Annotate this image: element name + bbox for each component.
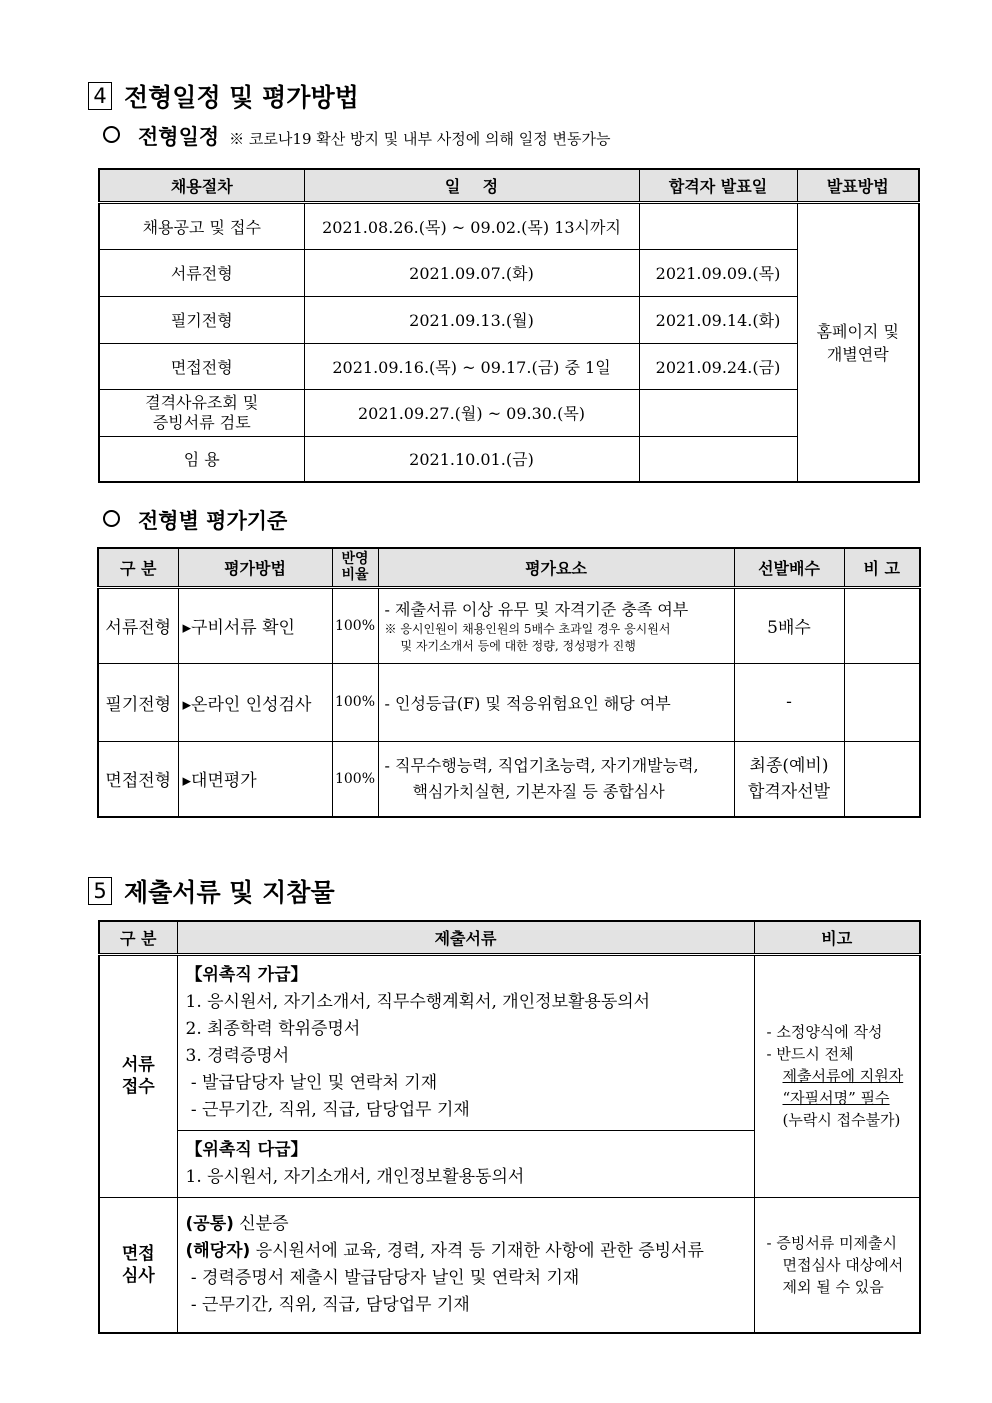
subsection-criteria-title xyxy=(103,505,287,535)
multiple-line: 최종(예비) xyxy=(749,755,829,776)
criteria-method: ▸구비서류 확인 xyxy=(178,587,332,663)
section-number: 5 xyxy=(88,877,112,905)
remark-line: - 소정양식에 작성 xyxy=(766,1023,883,1041)
criteria-multiple: 5배수 xyxy=(734,587,844,663)
header-method: 평가방법 xyxy=(178,548,332,587)
schedule-step: 면접전형 xyxy=(99,343,304,389)
group-title: 【위촉직 가급】 xyxy=(185,964,308,985)
doc-item: - 발급담당자 날인 및 연락처 기재 xyxy=(185,1072,438,1093)
common-text: 신분증 xyxy=(233,1213,289,1234)
element-note: ※ 응시인원이 채용인원의 5배수 초과일 경우 응시원서 xyxy=(384,622,671,636)
criteria-gubun: 필기전형 xyxy=(98,663,178,741)
schedule-date: 2021.08.26.(목) ~ 09.02.(목) 13시까지 xyxy=(304,202,639,249)
method-line: 홈페이지 및 xyxy=(816,322,899,342)
criteria-gubun: 면접전형 xyxy=(98,741,178,817)
group-title: 【위촉직 다급】 xyxy=(185,1139,308,1160)
doc-item: 1. 응시원서, 자기소개서, 직무수행계획서, 개인정보활용동의서 xyxy=(185,991,651,1012)
circle-bullet-icon xyxy=(103,510,120,527)
common-label: (공통) xyxy=(185,1213,234,1234)
remark-line: (누락시 접수불가) xyxy=(782,1111,901,1129)
gubun-line: 접수 xyxy=(121,1077,155,1097)
criteria-elements xyxy=(378,741,734,817)
ratio-line: 비율 xyxy=(341,567,369,584)
header-ratio xyxy=(332,548,378,587)
header-announce: 합격자 발표일 xyxy=(639,169,797,202)
header-docs: 제출서류 xyxy=(177,921,754,954)
section-5-title xyxy=(88,873,335,909)
schedule-announce: 2021.09.09.(목) xyxy=(639,249,797,296)
section-title-text: 제출서류 및 지참물 xyxy=(124,878,335,907)
criteria-ratio: 100% xyxy=(332,741,378,817)
schedule-announce: 2021.09.24.(금) xyxy=(639,343,797,389)
applicable-label: (해당자) xyxy=(185,1240,251,1261)
step-line: 결격사유조회 및 xyxy=(145,392,259,412)
section-title-text: 전형일정 및 평가방법 xyxy=(124,83,359,112)
documents-table xyxy=(98,920,921,1334)
schedule-date: 2021.09.07.(화) xyxy=(304,249,639,296)
schedule-table xyxy=(98,168,920,483)
ratio-line: 반영 xyxy=(341,551,369,568)
step-line: 증빙서류 검토 xyxy=(152,412,251,432)
subsection-title-text: 전형일정 xyxy=(138,125,220,149)
header-remark: 비 고 xyxy=(844,548,920,587)
doc-item: 2. 최종학력 학위증명서 xyxy=(185,1018,361,1039)
schedule-method xyxy=(797,202,919,482)
multiple-line: 합격자선발 xyxy=(747,781,831,802)
schedule-announce xyxy=(639,389,797,436)
doc-receipt-remark xyxy=(754,954,920,1197)
header-step: 채용절차 xyxy=(99,169,304,202)
interview-docs xyxy=(177,1197,754,1333)
gubun-line: 서류 xyxy=(121,1055,155,1075)
doc-receipt-group1 xyxy=(177,954,754,1130)
section-number: 4 xyxy=(88,82,112,110)
criteria-remark xyxy=(844,663,920,741)
remark-line: “자필서명” 필수 xyxy=(782,1089,890,1107)
doc-item: 1. 응시원서, 자기소개서, 개인정보활용동의서 xyxy=(185,1166,525,1187)
header-gubun: 구 분 xyxy=(98,548,178,587)
subsection-schedule-title xyxy=(103,121,610,151)
interview-remark xyxy=(754,1197,920,1333)
schedule-announce xyxy=(639,436,797,482)
criteria-gubun: 서류전형 xyxy=(98,587,178,663)
remark-line: - 반드시 전체 xyxy=(766,1045,854,1063)
method-line: 개별연락 xyxy=(826,345,889,365)
criteria-elements xyxy=(378,587,734,663)
schedule-step: 임 용 xyxy=(99,436,304,482)
header-date: 일 정 xyxy=(304,169,639,202)
doc-item: 3. 경력증명서 xyxy=(185,1045,290,1066)
doc-item: - 근무기간, 직위, 직급, 담당업무 기재 xyxy=(185,1099,470,1120)
subsection-note: ※ 코로나19 확산 방지 및 내부 사정에 의해 일정 변동가능 xyxy=(229,130,611,148)
subsection-title-text: 전형별 평가기준 xyxy=(138,509,288,533)
criteria-ratio: 100% xyxy=(332,663,378,741)
schedule-step xyxy=(99,389,304,436)
criteria-table xyxy=(97,547,921,818)
schedule-date: 2021.09.13.(월) xyxy=(304,296,639,343)
remark-line: - 증빙서류 미제출시 xyxy=(766,1233,898,1252)
header-multiple: 선발배수 xyxy=(734,548,844,587)
criteria-remark xyxy=(844,741,920,817)
remark-line: 면접심사 대상에서 xyxy=(782,1255,904,1274)
criteria-multiple xyxy=(734,741,844,817)
header-remark: 비고 xyxy=(754,921,920,954)
doc-item: - 경력증명서 제출시 발급담당자 날인 및 연락처 기재 xyxy=(185,1267,580,1288)
criteria-remark xyxy=(844,587,920,663)
remark-line: 제출서류에 지원자 xyxy=(782,1067,904,1085)
header-method: 발표방법 xyxy=(797,169,919,202)
criteria-method: ▸대면평가 xyxy=(178,741,332,817)
doc-receipt-gubun xyxy=(99,954,177,1197)
applicable-text: 응시원서에 교육, 경력, 자격 등 기재한 사항에 관한 증빙서류 xyxy=(250,1240,704,1261)
element-line: 핵심가치실현, 기본자질 등 종합심사 xyxy=(412,781,665,801)
gubun-line: 면접 xyxy=(121,1243,155,1264)
schedule-date: 2021.10.01.(금) xyxy=(304,436,639,482)
element-note: 및 자기소개서 등에 대한 정량, 정성평가 진행 xyxy=(400,639,636,653)
circle-bullet-icon xyxy=(103,126,120,143)
criteria-elements: - 인성등급(F) 및 적응위험요인 해당 여부 xyxy=(378,663,734,741)
schedule-step: 서류전형 xyxy=(99,249,304,296)
schedule-announce xyxy=(639,202,797,249)
doc-item: - 근무기간, 직위, 직급, 담당업무 기재 xyxy=(185,1294,470,1315)
schedule-announce: 2021.09.14.(화) xyxy=(639,296,797,343)
criteria-multiple: - xyxy=(734,663,844,741)
doc-receipt-group2 xyxy=(177,1130,754,1197)
criteria-ratio: 100% xyxy=(332,587,378,663)
section-4-title xyxy=(88,78,359,114)
element-main: - 제출서류 이상 유무 및 자격기준 충족 여부 xyxy=(384,600,689,619)
interview-gubun xyxy=(99,1197,177,1333)
criteria-method: ▸온라인 인성검사 xyxy=(178,663,332,741)
header-gubun: 구 분 xyxy=(99,921,177,954)
schedule-date: 2021.09.16.(목) ~ 09.17.(금) 중 1일 xyxy=(304,343,639,389)
schedule-date: 2021.09.27.(월) ~ 09.30.(목) xyxy=(304,389,639,436)
element-line: - 직무수행능력, 직업기초능력, 자기개발능력, xyxy=(384,755,699,775)
remark-line: 제외 될 수 있음 xyxy=(782,1277,884,1296)
schedule-step: 채용공고 및 접수 xyxy=(99,202,304,249)
header-elements: 평가요소 xyxy=(378,548,734,587)
schedule-step: 필기전형 xyxy=(99,296,304,343)
gubun-line: 심사 xyxy=(121,1265,155,1286)
